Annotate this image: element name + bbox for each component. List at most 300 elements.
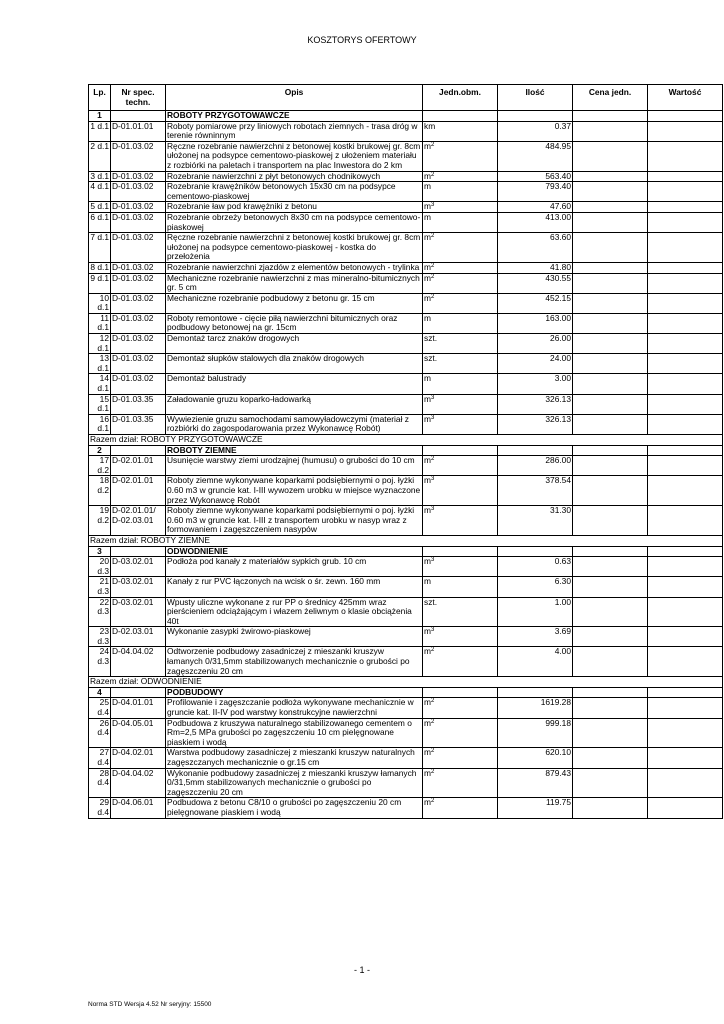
row-value	[648, 334, 723, 354]
section-name: ROBOTY ZIEMNE	[166, 445, 423, 456]
row-spec-code: D-01.03.02	[111, 313, 166, 333]
row-description: Ręczne rozebranie nawierzchni z betonowej kostki brukowej gr. 8cm ułożonej na podsypce cementowo-piaskowej - kostka do przełożenia	[166, 233, 423, 263]
row-unit	[423, 698, 498, 718]
section-summary: Razem dział: ROBOTY ZIEMNE	[89, 535, 723, 546]
row-description: Podbudowa z betonu C8/10 o grubości po zagęszczeniu 20 cm pielęgnowane piaskiem i wodą	[166, 798, 423, 818]
row-quantity: 484.95	[498, 141, 573, 171]
row-lp: 16 d.1	[89, 414, 111, 434]
section-empty-cell	[573, 687, 648, 698]
row-unit-price	[573, 121, 648, 141]
row-value	[648, 141, 723, 171]
table-row	[89, 171, 723, 182]
row-value	[648, 798, 723, 818]
row-unit	[423, 212, 498, 232]
header-description: Opis	[166, 85, 423, 111]
row-value	[648, 121, 723, 141]
row-unit	[423, 334, 498, 354]
row-description: Rozebranie nawierzchni z płyt betonowych chodnikowych	[166, 171, 423, 182]
row-lp: 13 d.1	[89, 354, 111, 374]
row-description: Wywiezienie gruzu samochodami samowyładowczymi (materiał z rozbiórki do zagospodarowania przez Wykonawcę Robót)	[166, 414, 423, 434]
row-description: Rozebranie nawierzchni zjazdów z elementów betonowych - trylinka	[166, 262, 423, 273]
section-empty-cell	[573, 546, 648, 557]
row-quantity: 1619.28	[498, 698, 573, 718]
row-description: Roboty ziemne wykonywane koparkami podsiębiernymi o poj. łyżki 0.60 m3 w gruncie kat. I-III z transportem urobku w nasyp wraz z formowaniem i zagęszczeniem nasypów	[166, 506, 423, 536]
row-unit-exponent: 3	[430, 506, 435, 513]
section-empty-cell	[648, 687, 723, 698]
header-unit: Jedn.obm.	[423, 85, 498, 111]
row-quantity: 26.00	[498, 334, 573, 354]
row-description: Roboty pomiarowe przy liniowych robotach ziemnych - trasa dróg w terenie równinnym	[166, 121, 423, 141]
table-row	[89, 557, 723, 577]
page-number: - 1 -	[353, 965, 370, 975]
row-spec-code: D-04.04.02	[111, 647, 166, 677]
row-spec-code: D-01.03.02	[111, 202, 166, 213]
row-value	[648, 273, 723, 293]
table-row	[89, 718, 723, 748]
row-unit-text: m	[424, 171, 431, 181]
row-value	[648, 577, 723, 597]
row-lp: 25 d.4	[89, 698, 111, 718]
row-spec-code: D-04.02.01	[111, 748, 166, 768]
table-row	[89, 212, 723, 232]
row-value	[648, 233, 723, 263]
row-unit-text: szt.	[424, 333, 438, 344]
row-unit-text: m	[424, 626, 431, 637]
row-unit-price	[573, 293, 648, 313]
row-unit-exponent: 2	[430, 171, 435, 178]
row-unit-text: m	[424, 475, 431, 486]
row-unit	[423, 718, 498, 748]
row-unit-text: m	[424, 718, 431, 728]
row-unit	[423, 262, 498, 273]
row-quantity: 6.30	[498, 577, 573, 597]
table-header-row	[89, 85, 723, 111]
section-empty-cell	[573, 445, 648, 456]
table-row	[89, 313, 723, 333]
row-unit-text: m	[424, 313, 431, 323]
section-header-row	[89, 445, 723, 456]
row-lp: 22 d.3	[89, 597, 111, 627]
row-spec-code: D-01.03.02	[111, 182, 166, 202]
section-empty-cell	[648, 445, 723, 456]
row-quantity: 24.00	[498, 354, 573, 374]
row-unit-text: m	[424, 455, 431, 466]
table-row	[89, 748, 723, 768]
table-row	[89, 354, 723, 374]
row-quantity: 326.13	[498, 414, 573, 434]
table-row	[89, 182, 723, 202]
row-lp: 21 d.3	[89, 577, 111, 597]
table-row	[89, 293, 723, 313]
row-unit-price	[573, 171, 648, 182]
row-unit-exponent: 2	[430, 647, 435, 654]
row-unit-price	[573, 748, 648, 768]
row-unit-price	[573, 262, 648, 273]
row-description: Podbudowa z kruszywa naturalnego stabilizowanego cementem o Rm=2,5 MPa grubości po zagęszczeniu 10 cm pielęgnowane piaskiem i wodą	[166, 718, 423, 748]
row-description: Wykonanie podbudowy zasadniczej z mieszanki kruszyw łamanych 0/31,5mm stabilizowanych mechanicznie o grubości po zagęszczeniu 20 cm	[166, 768, 423, 798]
section-header-row	[89, 111, 723, 122]
row-unit	[423, 374, 498, 394]
row-unit-text: m	[424, 373, 431, 384]
row-value	[648, 354, 723, 374]
row-unit	[423, 748, 498, 768]
table-row	[89, 374, 723, 394]
row-lp: 10 d.1	[89, 293, 111, 313]
row-value	[648, 557, 723, 577]
row-value	[648, 374, 723, 394]
row-unit-price	[573, 141, 648, 171]
row-unit-exponent: 3	[430, 394, 435, 401]
row-lp: 15 d.1	[89, 394, 111, 414]
row-value	[648, 313, 723, 333]
row-unit-exponent: 2	[430, 768, 435, 775]
row-unit-price	[573, 273, 648, 293]
row-lp: 24 d.3	[89, 647, 111, 677]
row-unit-exponent: 3	[430, 557, 435, 564]
section-empty-cell	[498, 445, 573, 456]
row-unit-price	[573, 577, 648, 597]
row-quantity: 63.60	[498, 233, 573, 263]
row-unit	[423, 171, 498, 182]
row-description: Demontaż tarcz znaków drogowych	[166, 334, 423, 354]
row-unit-text: m	[424, 141, 431, 151]
row-unit-text: m	[424, 797, 431, 808]
row-unit-exponent: 2	[430, 293, 435, 300]
row-unit-price	[573, 476, 648, 506]
row-quantity: 47.60	[498, 202, 573, 213]
row-lp: 4 d.1	[89, 182, 111, 202]
row-quantity: 326.13	[498, 394, 573, 414]
row-unit	[423, 627, 498, 647]
row-spec-code: D-03.02.01	[111, 597, 166, 627]
row-quantity: 452.15	[498, 293, 573, 313]
row-unit-price	[573, 698, 648, 718]
row-description: Załadowanie gruzu koparko-ładowarką	[166, 394, 423, 414]
row-value	[648, 506, 723, 536]
row-spec-code: D-01.03.02	[111, 273, 166, 293]
row-quantity: 430.55	[498, 273, 573, 293]
row-unit	[423, 647, 498, 677]
row-unit-exponent: 3	[430, 627, 435, 634]
row-lp: 14 d.1	[89, 374, 111, 394]
cost-estimate-table	[88, 84, 723, 819]
row-spec-code: D-03.02.01	[111, 557, 166, 577]
section-name: PODBUDOWY	[166, 687, 423, 698]
row-unit-price	[573, 212, 648, 232]
row-unit	[423, 121, 498, 141]
table-row	[89, 768, 723, 798]
row-description: Rozebranie obrzeży betonowych 8x30 cm na podsypce cementowo-piaskowej	[166, 212, 423, 232]
document-title: KOSZTORYS OFERTOWY	[307, 35, 417, 45]
row-unit	[423, 414, 498, 434]
row-unit-text: m	[424, 273, 431, 283]
row-spec-code: D-02.01.01/ D-02.03.01	[111, 506, 166, 536]
row-spec-code: D-01.03.02	[111, 171, 166, 182]
row-quantity: 4.00	[498, 647, 573, 677]
row-unit-exponent: 2	[430, 273, 435, 280]
row-unit	[423, 394, 498, 414]
row-spec-code: D-01.03.02	[111, 262, 166, 273]
row-unit-text: m	[424, 201, 431, 212]
row-value	[648, 202, 723, 213]
row-lp: 6 d.1	[89, 212, 111, 232]
row-quantity: 563.40	[498, 171, 573, 182]
section-number: 2	[89, 445, 111, 456]
row-unit-text: km	[424, 121, 436, 131]
section-header-row	[89, 546, 723, 557]
row-quantity: 41.80	[498, 262, 573, 273]
table-row	[89, 647, 723, 677]
row-lp: 9 d.1	[89, 273, 111, 293]
header-spec: Nr spec. techn.	[111, 85, 166, 111]
row-value	[648, 293, 723, 313]
header-unit-price: Cena jedn.	[573, 85, 648, 111]
row-unit-exponent: 3	[430, 414, 435, 421]
row-spec-code: D-02.03.01	[111, 627, 166, 647]
row-unit-price	[573, 354, 648, 374]
row-lp: 12 d.1	[89, 334, 111, 354]
row-unit-price	[573, 374, 648, 394]
row-unit	[423, 313, 498, 333]
section-empty-cell	[423, 445, 498, 456]
row-unit-text: m	[424, 212, 431, 222]
row-lp: 7 d.1	[89, 233, 111, 263]
row-spec-code: D-01.03.02	[111, 334, 166, 354]
row-spec-code: D-02.01.01	[111, 476, 166, 506]
row-unit-price	[573, 233, 648, 263]
row-unit-exponent: 3	[430, 476, 435, 483]
row-quantity: 163.00	[498, 313, 573, 333]
row-quantity: 378.54	[498, 476, 573, 506]
section-spec-cell	[111, 445, 166, 456]
table-row	[89, 273, 723, 293]
row-lp: 27 d.4	[89, 748, 111, 768]
row-quantity: 3.69	[498, 627, 573, 647]
row-unit-price	[573, 394, 648, 414]
row-description: Wykonanie zasypki żwirowo-piaskowej	[166, 627, 423, 647]
section-header-row	[89, 687, 723, 698]
row-value	[648, 647, 723, 677]
section-number: 1	[89, 111, 111, 122]
row-description: Rozebranie ław pod krawężniki z betonu	[166, 202, 423, 213]
row-lp: 18 d.2	[89, 476, 111, 506]
section-empty-cell	[498, 111, 573, 122]
row-spec-code: D-01.01.01	[111, 121, 166, 141]
row-spec-code: D-04.05.01	[111, 718, 166, 748]
row-unit	[423, 577, 498, 597]
section-empty-cell	[648, 111, 723, 122]
row-unit-exponent: 2	[430, 748, 435, 755]
row-unit-price	[573, 647, 648, 677]
row-lp: 17 d.2	[89, 456, 111, 476]
section-empty-cell	[423, 111, 498, 122]
row-unit-text: m	[424, 556, 431, 567]
section-summary: Razem dział: ROBOTY PRZYGOTOWAWCZE	[89, 435, 723, 446]
row-lp: 11 d.1	[89, 313, 111, 333]
table-row	[89, 698, 723, 718]
section-summary-row	[89, 677, 723, 688]
row-value	[648, 698, 723, 718]
row-lp: 2 d.1	[89, 141, 111, 171]
table-row	[89, 202, 723, 213]
row-unit-text: m	[424, 394, 431, 404]
row-unit	[423, 768, 498, 798]
row-unit-text: szt.	[424, 353, 438, 364]
row-value	[648, 212, 723, 232]
section-empty-cell	[498, 687, 573, 698]
row-unit-text: m	[424, 646, 431, 657]
row-spec-code: D-04.01.01	[111, 698, 166, 718]
row-unit-exponent: 2	[430, 141, 435, 148]
row-description: Demontaż balustrady	[166, 374, 423, 394]
row-value	[648, 456, 723, 476]
table-row	[89, 334, 723, 354]
row-spec-code: D-01.03.02	[111, 293, 166, 313]
row-spec-code: D-01.03.02	[111, 374, 166, 394]
row-unit-text: m	[424, 505, 431, 516]
row-value	[648, 718, 723, 748]
row-lp: 26 d.4	[89, 718, 111, 748]
row-unit-exponent: 2	[430, 456, 435, 463]
footer-note: Norma STD Wersja 4.52 Nr seryjny: 15500	[88, 1001, 212, 1008]
section-name: ROBOTY PRZYGOTOWAWCZE	[166, 111, 423, 122]
section-name: ODWODNIENIE	[166, 546, 423, 557]
row-description: Usunięcie warstwy ziemi urodzajnej (humusu) o grubości do 10 cm	[166, 456, 423, 476]
row-value	[648, 627, 723, 647]
row-unit-exponent: 2	[430, 798, 435, 805]
row-quantity: 793.40	[498, 182, 573, 202]
section-summary-row	[89, 435, 723, 446]
row-value	[648, 171, 723, 182]
row-value	[648, 476, 723, 506]
row-description: Kanały z rur PVC łączonych na wcisk o śr. zewn. 160 mm	[166, 577, 423, 597]
table-row	[89, 577, 723, 597]
header-lp: Lp.	[89, 85, 111, 111]
row-unit-text: m	[424, 747, 431, 758]
row-unit	[423, 557, 498, 577]
table-row	[89, 627, 723, 647]
section-empty-cell	[573, 111, 648, 122]
row-value	[648, 768, 723, 798]
row-unit-price	[573, 557, 648, 577]
row-quantity: 0.63	[498, 557, 573, 577]
row-spec-code: D-04.06.01	[111, 798, 166, 818]
row-description: Profilowanie i zagęszczanie podłoża wykonywane mechanicznie w gruncie kat. II-IV pod warstwy konstrukcyjne nawierzchni	[166, 698, 423, 718]
row-unit-text: m	[424, 697, 431, 708]
table-row	[89, 506, 723, 536]
row-description: Mechaniczne rozebranie nawierzchni z mas mineralno-bitumicznych gr. 5 cm	[166, 273, 423, 293]
row-quantity: 620.10	[498, 748, 573, 768]
row-unit	[423, 798, 498, 818]
row-spec-code: D-02.01.01	[111, 456, 166, 476]
section-number: 4	[89, 687, 111, 698]
row-unit-price	[573, 506, 648, 536]
table-row	[89, 233, 723, 263]
row-lp: 19 d.2	[89, 506, 111, 536]
header-value: Wartość	[648, 85, 723, 111]
row-unit-price	[573, 627, 648, 647]
row-quantity: 879.43	[498, 768, 573, 798]
row-unit-exponent: 2	[430, 233, 435, 240]
row-lp: 20 d.3	[89, 557, 111, 577]
row-unit	[423, 202, 498, 213]
row-spec-code: D-01.03.02	[111, 354, 166, 374]
row-unit	[423, 293, 498, 313]
row-spec-code: D-01.03.35	[111, 414, 166, 434]
row-quantity: 0.37	[498, 121, 573, 141]
row-lp: 3 d.1	[90, 171, 109, 181]
row-unit-price	[573, 313, 648, 333]
table-row	[89, 456, 723, 476]
row-value	[648, 748, 723, 768]
row-description: Mechaniczne rozebranie podbudowy z betonu gr. 15 cm	[166, 293, 423, 313]
row-spec-code: D-01.03.35	[111, 394, 166, 414]
row-unit-exponent: 2	[430, 262, 435, 269]
row-description: Odtworzenie podbudowy zasadniczej z mieszanki kruszyw łamanych 0/31,5mm stabilizowanych mechanicznie o grubości po zagęszczeniu 20 cm	[166, 647, 423, 677]
row-spec-code: D-03.02.01	[111, 577, 166, 597]
table-row	[89, 476, 723, 506]
row-quantity: 1.00	[498, 597, 573, 627]
section-spec-cell	[111, 687, 166, 698]
row-description: Warstwa podbudowy zasadniczej z mieszanki kruszyw naturalnych zagęszczanych mechanicznie o gr.15 cm	[166, 748, 423, 768]
table-row	[89, 141, 723, 171]
row-unit-text: m	[424, 232, 431, 243]
row-unit-text: m	[424, 768, 431, 778]
row-unit-price	[573, 768, 648, 798]
section-summary: Razem dział: ODWODNIENIE	[89, 677, 723, 688]
row-unit-price	[573, 414, 648, 434]
table-row	[89, 394, 723, 414]
row-unit	[423, 182, 498, 202]
row-unit-text: m	[424, 576, 431, 587]
row-quantity: 413.00	[498, 212, 573, 232]
row-lp: 29 d.4	[89, 798, 111, 818]
row-unit-exponent: 3	[430, 202, 435, 209]
section-spec-cell	[111, 546, 166, 557]
row-value	[648, 262, 723, 273]
row-unit-text: m	[424, 414, 431, 424]
header-quantity: Ilość	[498, 85, 573, 111]
row-quantity: 999.18	[498, 718, 573, 748]
row-unit-text: m	[424, 181, 431, 192]
row-description: Roboty remontowe - cięcie piłą nawierzchni bitumicznych oraz podbudowy betonowej na gr. 15cm	[166, 313, 423, 333]
row-description: Podłoża pod kanały z materiałów sypkich grub. 10 cm	[166, 557, 423, 577]
table-row	[89, 121, 723, 141]
row-unit-price	[573, 334, 648, 354]
row-unit-price	[573, 798, 648, 818]
row-unit	[423, 141, 498, 171]
section-empty-cell	[648, 546, 723, 557]
table-row	[89, 798, 723, 818]
row-description: Ręczne rozebranie nawierzchni z betonowej kostki brukowej gr. 8cm ułożonej na podsypce cementowo-piaskowej z ułożeniem materiału z rozbiórki na paletach i transportem na plac Inwestora do 2 km	[166, 141, 423, 171]
row-unit	[423, 354, 498, 374]
row-unit-price	[573, 456, 648, 476]
row-quantity: 119.75	[498, 798, 573, 818]
row-unit	[423, 233, 498, 263]
row-quantity: 286.00	[498, 456, 573, 476]
row-quantity: 3.00	[498, 374, 573, 394]
row-lp: 8 d.1	[90, 262, 109, 272]
row-spec-code: D-01.03.02	[111, 141, 166, 171]
row-value	[648, 414, 723, 434]
row-unit	[423, 273, 498, 293]
row-description: Roboty ziemne wykonywane koparkami podsiębiernymi o poj. łyżki 0.60 m3 w gruncie kat. I-III wywozem urobku w miejsce wyznaczone przez Wykonawcę Robót	[166, 476, 423, 506]
section-empty-cell	[423, 687, 498, 698]
row-spec-code: D-01.03.02	[111, 212, 166, 232]
section-empty-cell	[498, 546, 573, 557]
row-unit-price	[573, 597, 648, 627]
section-number: 3	[89, 546, 111, 557]
